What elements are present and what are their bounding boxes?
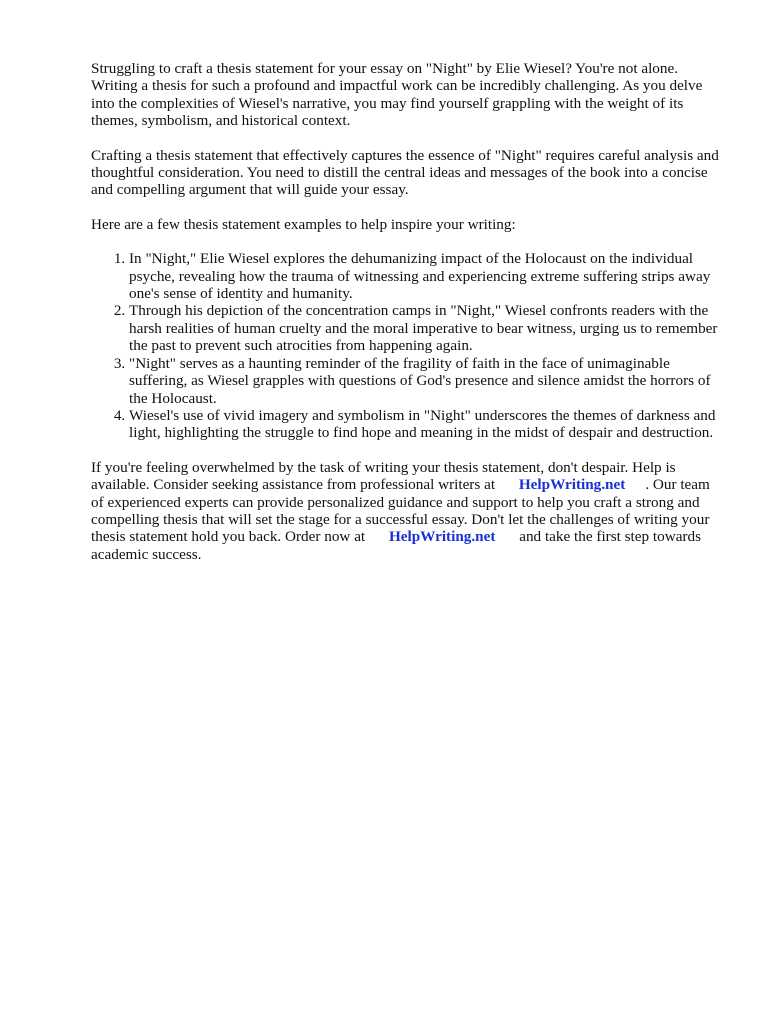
closing-text-part3: and take the first step towards academic success. xyxy=(91,528,701,563)
list-item: 4. Wiesel's use of vivid imagery and symbolism in "Night" underscores the themes of darkness and light, highlighting the struggle to find hope and meaning in the midst of despair and destruction. xyxy=(129,407,719,442)
closing-text-part2: . Our team of experienced experts can provide personalized guidance and support to help you craft a strong and compelling thesis that will set the stage for a successful essay. Don't let the challenges of writing your thesis statement hold you back. Order now at xyxy=(91,476,710,546)
list-item: 1. In "Night," Elie Wiesel explores the dehumanizing impact of the Holocaust on the individual psyche, revealing how the trauma of witnessing and experiencing extreme suffering strips away one's sense of identity and humanity. xyxy=(129,250,719,302)
list-item: 2. Through his depiction of the concentration camps in "Night," Wiesel confronts readers with the harsh realities of human cruelty and the moral imperative to bear witness, urging us to remember the past to prevent such atrocities from happening again. xyxy=(129,302,719,354)
document-page xyxy=(91,60,719,580)
helpwriting-link-2[interactable]: HelpWriting.net xyxy=(388,528,496,546)
closing-text-part1: If you're feeling overwhelmed by the task of writing your thesis statement, don't despair. Help is available. Consider seeking assistance from professional writers at xyxy=(91,458,676,494)
list-item: 3. "Night" serves as a haunting reminder of the fragility of faith in the face of unimaginable suffering, as Wiesel grapples with questions of God's presence and silence amidst the horrors of the Holocaust. xyxy=(129,355,719,407)
closing-paragraph xyxy=(91,459,719,563)
crafting-paragraph: Crafting a thesis statement that effectively captures the essence of "Night" requires careful analysis and thoughtful consideration. You need to distill the central ideas and messages of the book into a concise and compelling argument that will guide your essay. xyxy=(91,146,719,199)
thesis-examples-list xyxy=(91,250,719,441)
helpwriting-link-1[interactable]: HelpWriting.net xyxy=(518,476,626,494)
examples-intro-paragraph: Here are a few thesis statement examples to help inspire your writing: xyxy=(91,215,516,233)
intro-paragraph: Struggling to craft a thesis statement for your essay on "Night" by Elie Wiesel? You're not alone. Writing a thesis for such a profound and impactful work can be incredibly challenging. As you delve into the complexities of Wiesel's narrative, you may find yourself grappling with the weight of its themes, symbolism, and historical context. xyxy=(91,60,703,130)
